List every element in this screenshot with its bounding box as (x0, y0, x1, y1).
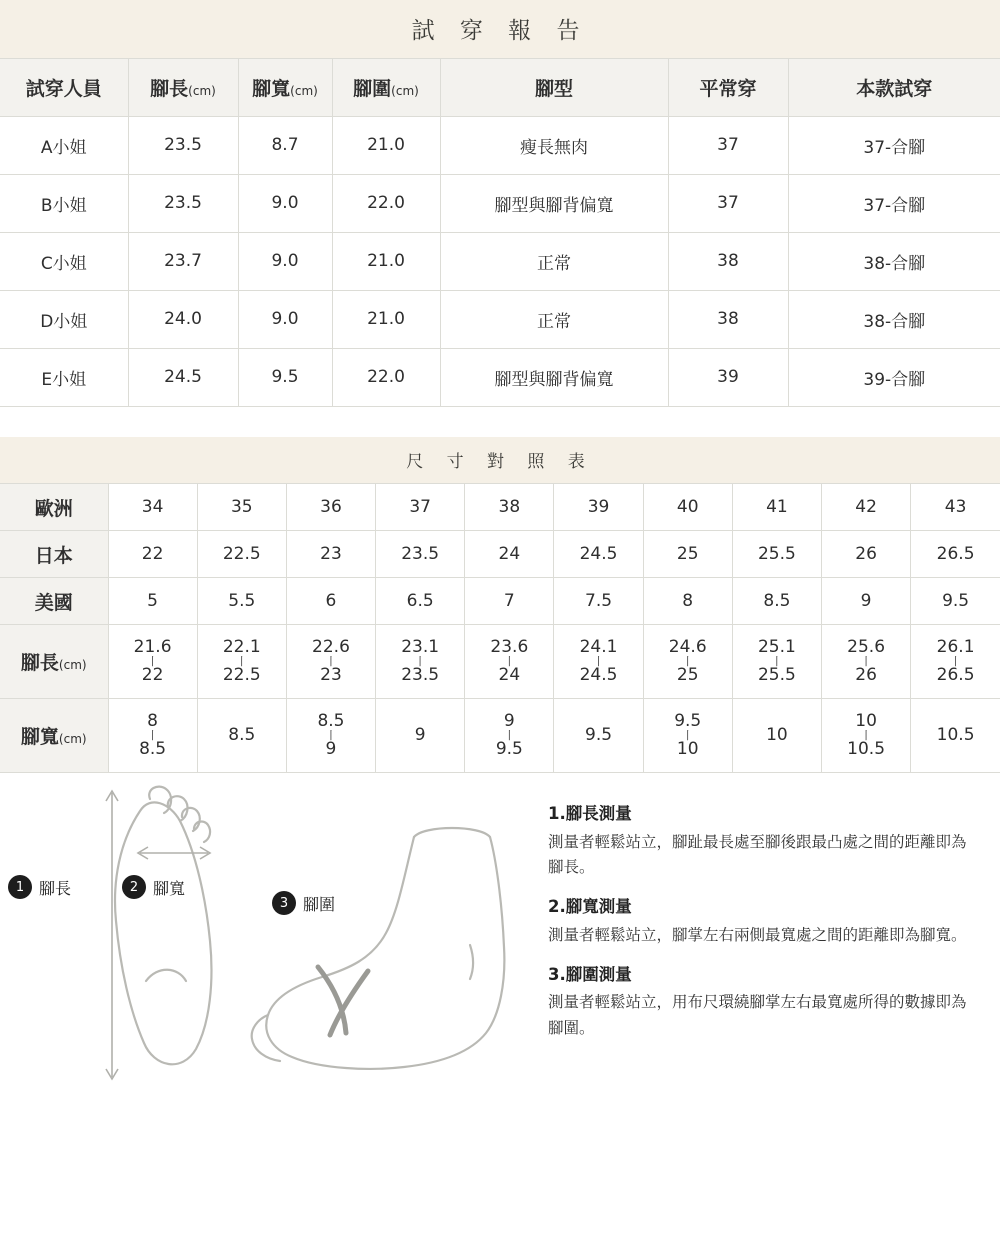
size-conversion-table (0, 437, 1000, 774)
cell-foot-length: 26.1 丨 26.5 (911, 625, 1000, 699)
cell-foot-width: 10 (732, 699, 821, 773)
foot-illustration-svg (0, 781, 548, 1111)
cell-width: 9.0 (238, 290, 332, 348)
badge-label-foot-width: 腳寬 (153, 878, 186, 898)
table-row (0, 232, 1000, 290)
cell-person: D小姐 (0, 290, 128, 348)
cell-girth: 21.0 (332, 116, 440, 174)
badge-label-foot-girth: 腳圍 (303, 894, 336, 914)
fitting-report-title: 試 穿 報 告 (0, 0, 1000, 58)
cell-foot-type: 正常 (440, 290, 668, 348)
cell-tried-size: 39-合腳 (788, 348, 1000, 406)
column-header-tried-size: 本款試穿 (788, 58, 1000, 116)
row-foot-length (0, 625, 1000, 699)
cell-width: 9.0 (238, 174, 332, 232)
cell-person: B小姐 (0, 174, 128, 232)
cell-width: 9.5 (238, 348, 332, 406)
cell-foot-length: 24.6 丨 25 (643, 625, 732, 699)
measurement-instructions (548, 781, 1000, 1111)
row-usa (0, 578, 1000, 625)
cell-usa: 8.5 (732, 578, 821, 625)
cell-japan: 24.5 (554, 531, 643, 578)
cell-foot-width: 10 丨 10.5 (822, 699, 911, 773)
column-header-usual-size: 平常穿 (668, 58, 788, 116)
cell-japan: 22 (108, 531, 197, 578)
cell-foot-width: 9.5 (554, 699, 643, 773)
cell-europe: 35 (197, 484, 286, 531)
cell-length: 24.0 (128, 290, 238, 348)
cell-europe: 39 (554, 484, 643, 531)
instruction-body-girth: 測量者輕鬆站立，用布尺環繞腳掌左右最寬處所得的數據即為腳圍。 (548, 993, 967, 1037)
cell-japan: 25.5 (732, 531, 821, 578)
cell-person: E小姐 (0, 348, 128, 406)
cell-tried-size: 38-合腳 (788, 232, 1000, 290)
column-header-length: 腳長(cm) (128, 58, 238, 116)
cell-foot-width: 8.5 (197, 699, 286, 773)
foot-measurement-diagram (0, 781, 548, 1111)
cell-person: C小姐 (0, 232, 128, 290)
table-row (0, 290, 1000, 348)
table-row (0, 174, 1000, 232)
cell-foot-length: 25.6 丨 26 (822, 625, 911, 699)
cell-foot-length: 22.1 丨 22.5 (197, 625, 286, 699)
cell-foot-width: 8 丨 8.5 (108, 699, 197, 773)
cell-foot-length: 25.1 丨 25.5 (732, 625, 821, 699)
cell-japan: 22.5 (197, 531, 286, 578)
instruction-body-width: 測量者輕鬆站立，腳掌左右兩側最寬處之間的距離即為腳寬。 (548, 925, 967, 944)
row-label-foot-length: 腳長(cm) (0, 625, 108, 699)
table-row (0, 348, 1000, 406)
cell-tried-size: 37-合腳 (788, 116, 1000, 174)
column-header-girth: 腳圍(cm) (332, 58, 440, 116)
badge-number-2: 2 (122, 875, 146, 899)
cell-europe: 41 (732, 484, 821, 531)
cell-tried-size: 38-合腳 (788, 290, 1000, 348)
cell-usa: 6.5 (376, 578, 465, 625)
cell-japan: 23 (286, 531, 375, 578)
cell-foot-length: 21.6 丨 22 (108, 625, 197, 699)
cell-europe: 40 (643, 484, 732, 531)
cell-japan: 24 (465, 531, 554, 578)
cell-foot-length: 23.6 丨 24 (465, 625, 554, 699)
cell-person: A小姐 (0, 116, 128, 174)
cell-europe: 34 (108, 484, 197, 531)
instruction-heading-width: 2.腳寬測量 (548, 896, 632, 916)
row-europe (0, 484, 1000, 531)
cell-foot-width: 8.5 丨 9 (286, 699, 375, 773)
section-divider (0, 407, 1000, 437)
column-header-width: 腳寬(cm) (238, 58, 332, 116)
instruction-heading-girth: 3.腳圍測量 (548, 964, 632, 984)
badge-number-3: 3 (272, 891, 296, 915)
cell-japan: 26.5 (911, 531, 1000, 578)
cell-japan: 25 (643, 531, 732, 578)
size-chart-title: 尺 寸 對 照 表 (0, 437, 1000, 484)
badge-number-1: 1 (8, 875, 32, 899)
cell-girth: 21.0 (332, 232, 440, 290)
cell-usa: 8 (643, 578, 732, 625)
cell-usual-size: 38 (668, 290, 788, 348)
cell-europe: 38 (465, 484, 554, 531)
cell-usa: 5.5 (197, 578, 286, 625)
column-header-person: 試穿人員 (0, 58, 128, 116)
cell-foot-length: 23.1 丨 23.5 (376, 625, 465, 699)
cell-width: 9.0 (238, 232, 332, 290)
cell-europe: 36 (286, 484, 375, 531)
cell-foot-width: 9.5 丨 10 (643, 699, 732, 773)
instruction-heading-length: 1.腳長測量 (548, 804, 632, 823)
cell-usa: 9 (822, 578, 911, 625)
fitting-report-header-row (0, 58, 1000, 116)
instruction-body-length: 測量者輕鬆站立，腳趾最長處至腳後跟最凸處之間的距離即為腳長。 (548, 832, 967, 876)
cell-europe: 42 (822, 484, 911, 531)
cell-japan: 23.5 (376, 531, 465, 578)
cell-usa: 7 (465, 578, 554, 625)
badge-foot-width (122, 875, 185, 899)
row-label-europe: 歐洲 (0, 484, 108, 531)
badge-label-foot-length: 腳長 (39, 878, 72, 898)
cell-length: 24.5 (128, 348, 238, 406)
cell-usual-size: 38 (668, 232, 788, 290)
cell-usa: 6 (286, 578, 375, 625)
cell-foot-type: 腳型與腳背偏寬 (440, 174, 668, 232)
cell-usual-size: 37 (668, 116, 788, 174)
cell-foot-length: 22.6 丨 23 (286, 625, 375, 699)
cell-foot-width: 9 (376, 699, 465, 773)
cell-width: 8.7 (238, 116, 332, 174)
cell-usa: 5 (108, 578, 197, 625)
cell-foot-width: 10.5 (911, 699, 1000, 773)
column-header-foot-type: 腳型 (440, 58, 668, 116)
cell-girth: 22.0 (332, 174, 440, 232)
cell-length: 23.5 (128, 174, 238, 232)
row-foot-width (0, 699, 1000, 773)
row-japan (0, 531, 1000, 578)
cell-foot-length: 24.1 丨 24.5 (554, 625, 643, 699)
row-label-foot-width: 腳寬(cm) (0, 699, 108, 773)
cell-foot-type: 腳型與腳背偏寬 (440, 348, 668, 406)
cell-foot-type: 瘦長無肉 (440, 116, 668, 174)
cell-length: 23.7 (128, 232, 238, 290)
cell-usa: 7.5 (554, 578, 643, 625)
cell-girth: 21.0 (332, 290, 440, 348)
badge-foot-girth (272, 891, 335, 915)
cell-usa: 9.5 (911, 578, 1000, 625)
cell-girth: 22.0 (332, 348, 440, 406)
row-label-usa: 美國 (0, 578, 108, 625)
measurement-guide-section (0, 773, 1000, 1111)
cell-europe: 43 (911, 484, 1000, 531)
cell-japan: 26 (822, 531, 911, 578)
badge-foot-length (8, 875, 71, 899)
table-row (0, 116, 1000, 174)
fitting-report-table (0, 0, 1000, 407)
cell-tried-size: 37-合腳 (788, 174, 1000, 232)
cell-foot-type: 正常 (440, 232, 668, 290)
cell-europe: 37 (376, 484, 465, 531)
cell-length: 23.5 (128, 116, 238, 174)
row-label-japan: 日本 (0, 531, 108, 578)
cell-usual-size: 37 (668, 174, 788, 232)
cell-foot-width: 9 丨 9.5 (465, 699, 554, 773)
cell-usual-size: 39 (668, 348, 788, 406)
